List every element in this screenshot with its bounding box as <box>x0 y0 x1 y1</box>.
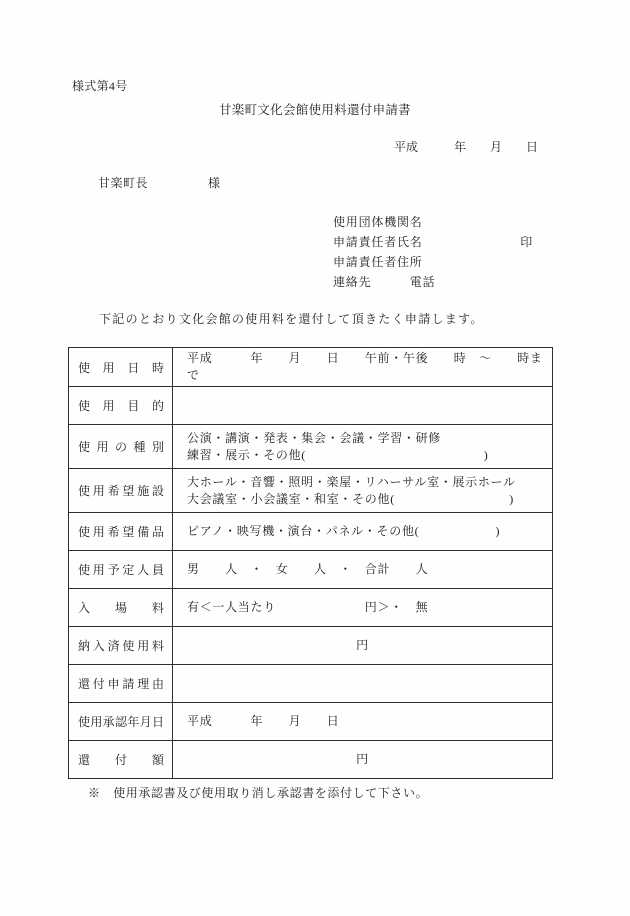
seal-mark: 印 <box>520 235 533 249</box>
row-label: 使 用 予 定 人 員 <box>78 563 164 577</box>
fee-refund-table <box>68 347 553 779</box>
addressee-line <box>98 174 221 191</box>
row-label: 納 入 済 使 用 料 <box>78 639 164 653</box>
table-row-requested-equipment <box>69 512 552 550</box>
responsible-name-line <box>333 232 533 252</box>
row-label: 使 用 承 認 年 月 日 <box>78 715 164 729</box>
row-label-cell <box>69 551 173 588</box>
responsible-name-label: 申請責任者氏名 <box>333 235 423 249</box>
row-label-cell <box>69 469 173 512</box>
table-row-usage-purpose <box>69 386 552 424</box>
table-row-requested-facilities <box>69 468 552 512</box>
table-row-refund-amount <box>69 740 552 778</box>
row-value-cell: 公演・講演・発表・集会・会議・学習・研修 練習・展示・その他( ) <box>187 430 489 462</box>
row-value-cell: 有＜一人当たり 円＞・ 無 <box>187 600 429 614</box>
row-label: 還 付 額 <box>78 753 164 767</box>
table-row-paid-usage-fee <box>69 626 552 664</box>
row-value-cell <box>173 665 552 702</box>
row-value-cell: 円 <box>356 752 369 766</box>
row-value-cell: ピアノ・映写機・演台・パネル・その他( ) <box>187 524 501 538</box>
table-row-expected-attendance <box>69 550 552 588</box>
row-label-cell <box>69 627 173 664</box>
row-value-cell: 平成 年 月 日 <box>187 714 340 728</box>
table-row-usage-datetime <box>69 348 552 386</box>
row-label-cell <box>69 703 173 740</box>
row-label-cell <box>69 425 173 468</box>
responsible-address-label: 申請責任者住所 <box>333 255 423 269</box>
row-label-cell <box>69 665 173 702</box>
row-label-cell <box>69 348 173 386</box>
table-row-refund-reason <box>69 664 552 702</box>
table-row-usage-approval-date <box>69 702 552 740</box>
row-label-cell <box>69 741 173 778</box>
row-label: 使 用 日 時 <box>78 360 164 375</box>
form-number: 様式第4号 <box>72 79 128 93</box>
row-label-cell <box>69 387 173 424</box>
row-label: 使 用 希 望 備 品 <box>78 525 164 539</box>
row-label-cell <box>69 589 173 626</box>
attachment-note: ※ 使用承認書及び使用取り消し承認書を添付して下さい。 <box>88 786 429 800</box>
org-name-label: 使用団体機関名 <box>333 215 423 229</box>
row-label: 入 場 料 <box>78 601 164 615</box>
application-statement: 下記のとおり文化会館の使用料を還付して頂きたく申請します。 <box>99 312 484 326</box>
row-label: 使 用 目 的 <box>78 399 164 413</box>
row-label: 還 付 申 請 理 由 <box>78 677 164 691</box>
table-row-admission-fee <box>69 588 552 626</box>
row-value-cell: 平成 年 月 日 午前・午後 時 ～ 時まで <box>187 351 543 382</box>
row-label: 使 用 希 望 施 設 <box>78 484 164 498</box>
row-value-cell <box>173 387 552 424</box>
date-line: 平成 年 月 日 <box>394 140 539 154</box>
row-label-cell <box>69 513 173 550</box>
row-value-cell: 大ホール・音響・照明・楽屋・リハーサル室・展示ホール 大会議室・小会議室・和室・その他( ) <box>187 474 516 506</box>
row-value-cell: 男 人 ・ 女 人 ・ 合計 人 <box>187 562 429 576</box>
table-row-usage-type <box>69 424 552 468</box>
addressee-name: 甘楽町長 <box>98 176 149 190</box>
contact-phone-label: 連絡先 電話 <box>333 275 436 289</box>
applicant-block <box>333 212 533 292</box>
document-title: 甘楽町文化会館使用料還付申請書 <box>218 103 411 117</box>
addressee-honorific: 様 <box>208 176 221 190</box>
row-value-cell: 円 <box>356 638 369 652</box>
row-label: 使 用 の 種 別 <box>78 440 164 454</box>
